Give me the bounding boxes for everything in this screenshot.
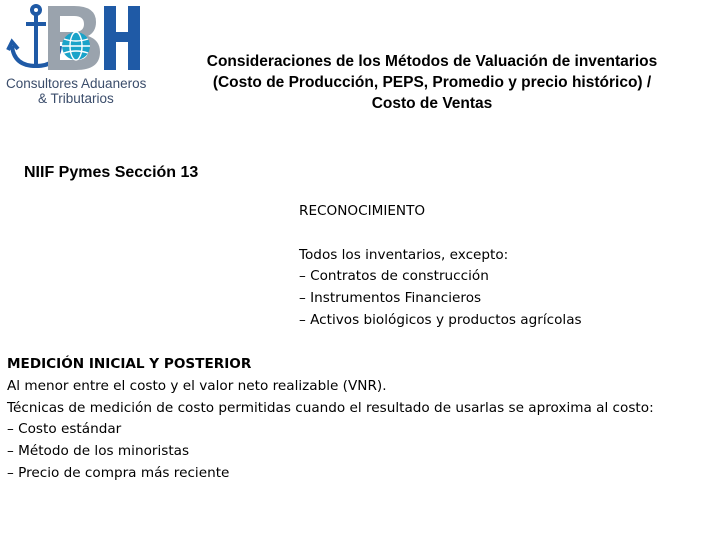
reconocimiento-item: – Contratos de construcción [299, 268, 489, 285]
title-line: (Costo de Producción, PEPS, Promedio y precio histórico) / [212, 74, 652, 91]
medicion-heading: MEDICIÓN INICIAL Y POSTERIOR [7, 356, 252, 372]
title-line: Consideraciones de los Métodos de Valuación de inventarios [206, 53, 658, 70]
medicion-item: Técnicas de medición de costo permitidas cuando el resultado de usarlas se aproxima al costo: [7, 399, 654, 416]
logo-text-line: & Tributarios [38, 91, 114, 106]
globe-icon [62, 32, 90, 60]
reconocimiento-item: – Instrumentos Financieros [299, 290, 482, 307]
medicion-block [7, 354, 654, 485]
logo-text-line: Consultores Aduaneros [6, 76, 147, 91]
reconocimiento-heading: RECONOCIMIENTO [299, 203, 426, 219]
letter-h-shape [104, 6, 140, 70]
title-line: Costo de Ventas [371, 95, 493, 112]
page-title [160, 51, 704, 114]
section-heading: NIIF Pymes Sección 13 [24, 164, 199, 181]
medicion-item: – Método de los minoristas [7, 443, 190, 460]
logo-mark [4, 2, 154, 76]
reconocimiento-item: – Activos biológicos y productos agrícolas [299, 311, 582, 328]
reconocimiento-block [299, 201, 582, 332]
reconocimiento-item: Todos los inventarios, excepto: [299, 246, 509, 263]
medicion-item: – Precio de compra más reciente [7, 464, 230, 481]
medicion-item: Al menor entre el costo y el valor neto realizable (VNR). [7, 377, 387, 394]
medicion-item: – Costo estándar [7, 421, 122, 438]
company-logo [4, 2, 154, 106]
